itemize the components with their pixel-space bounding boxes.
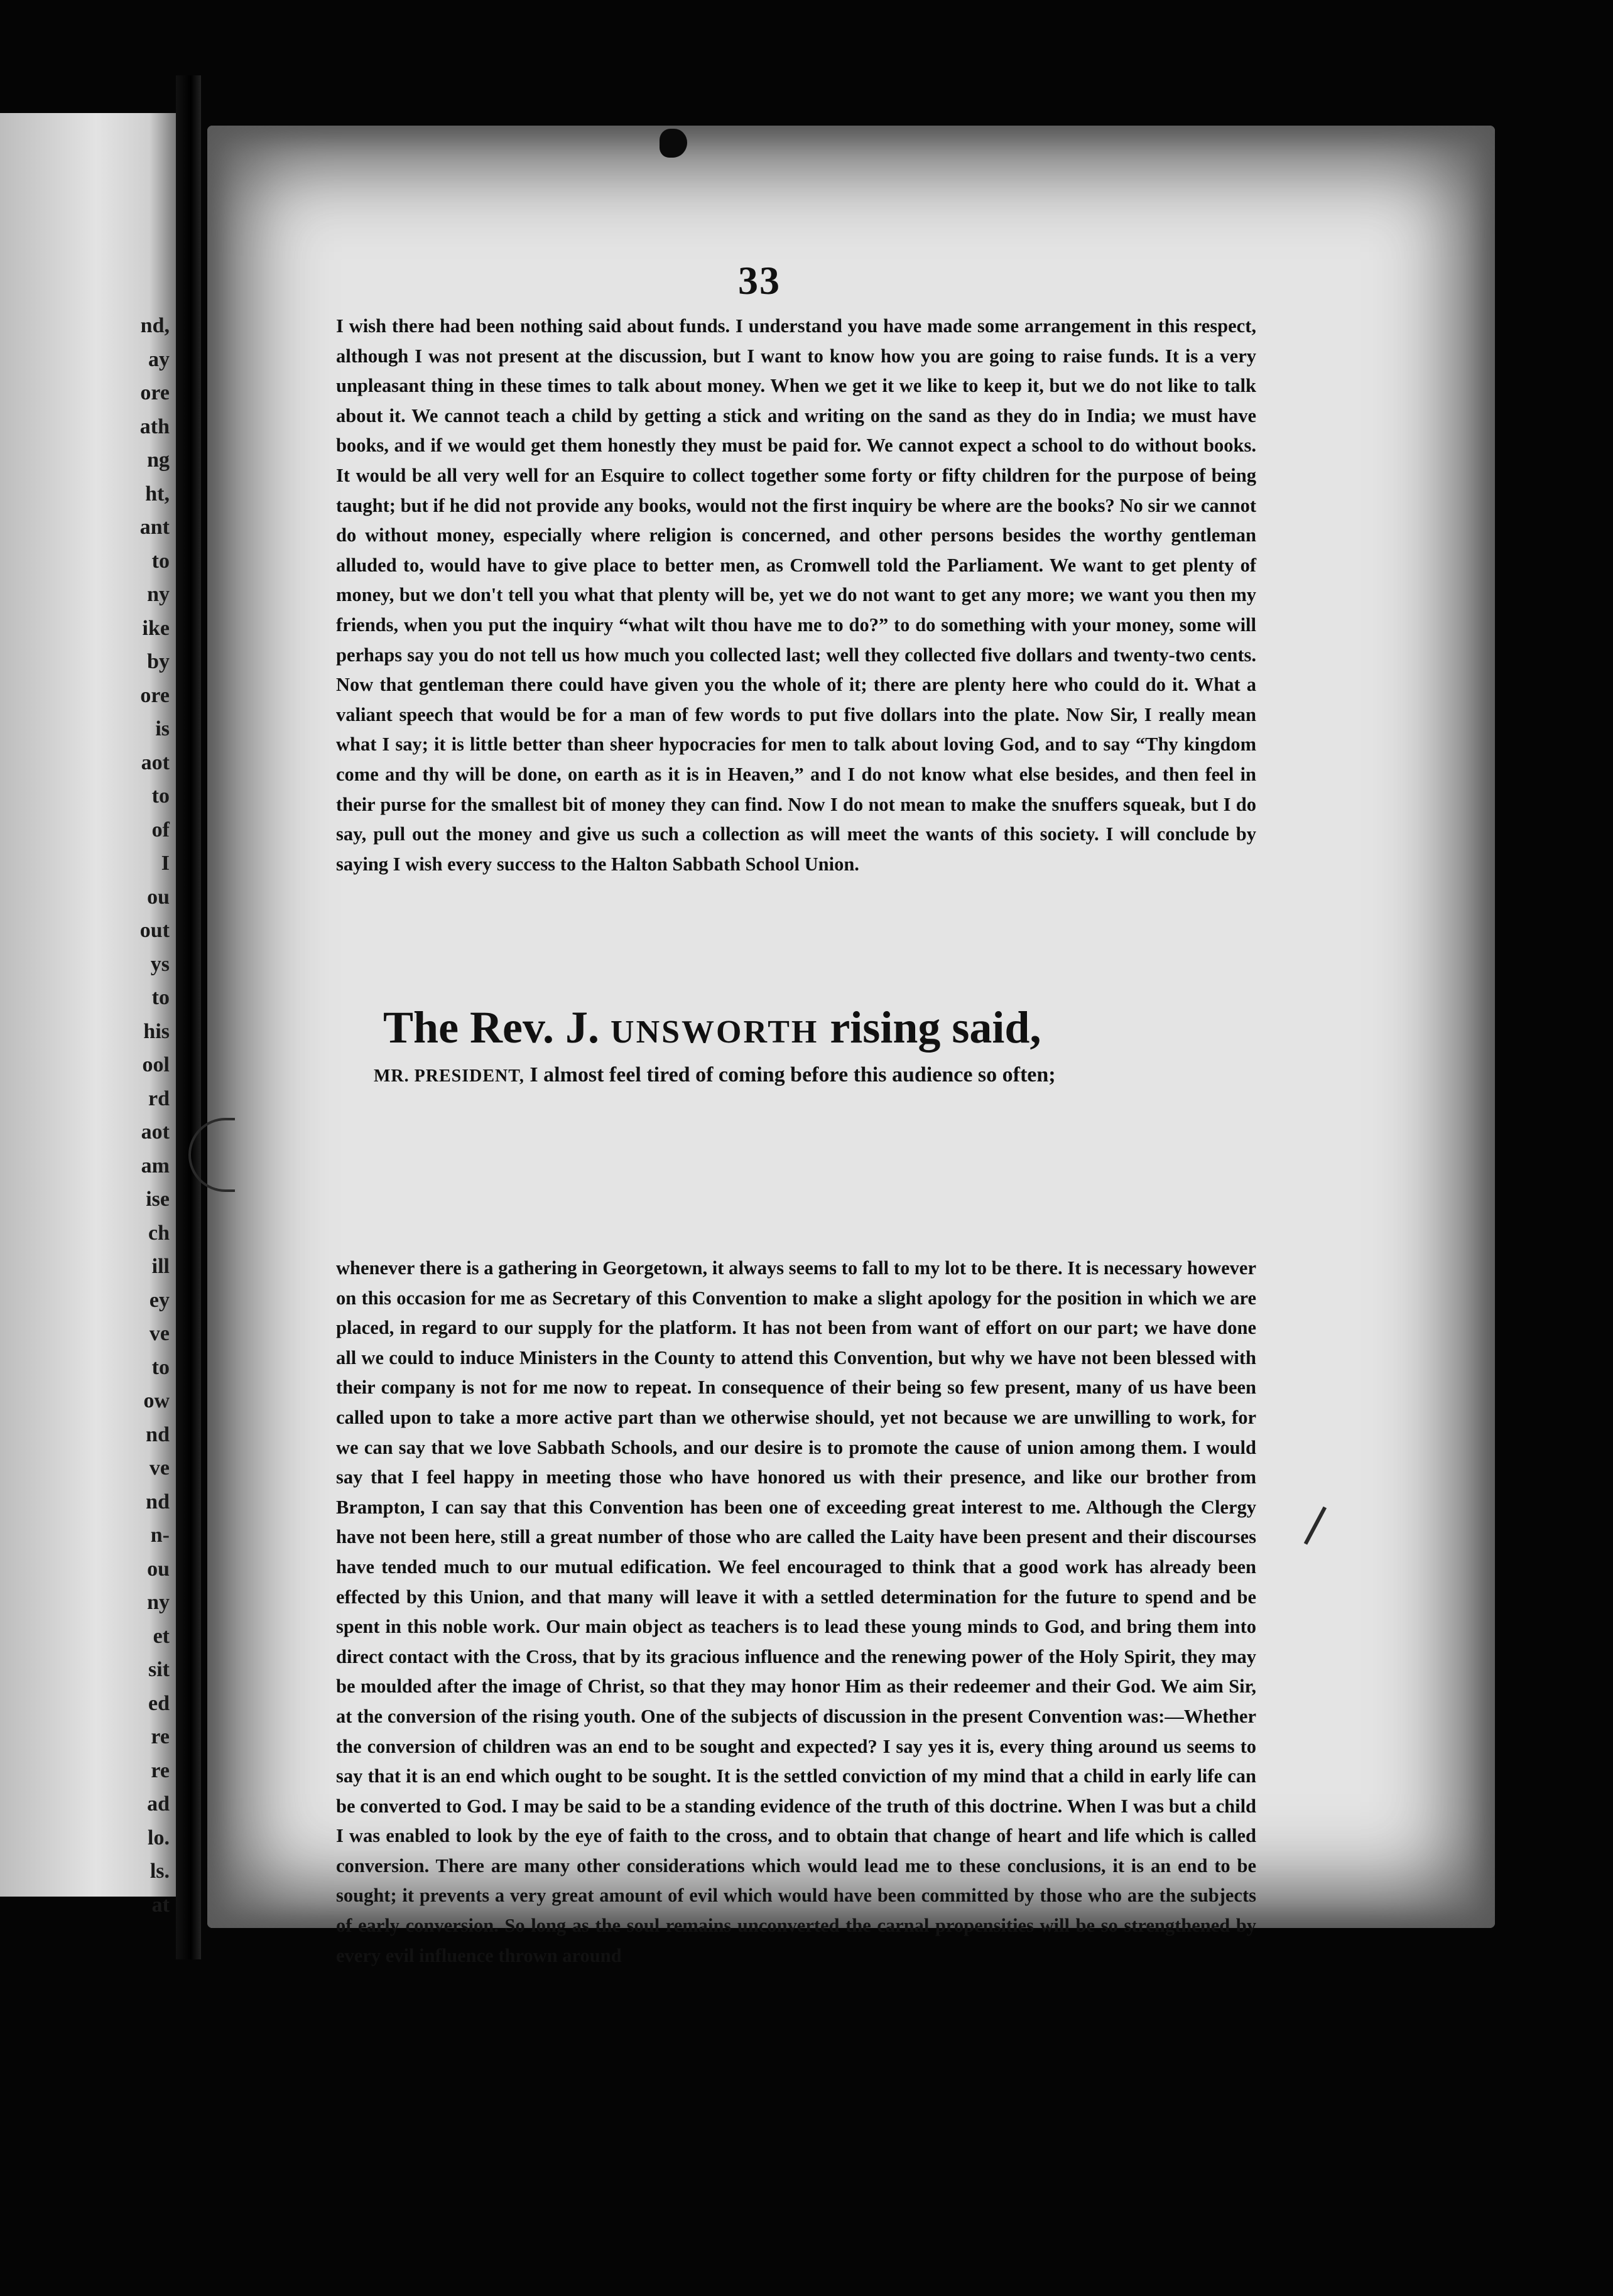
facing-page-fragment: by [147, 650, 170, 673]
facing-page-fragment: of [151, 818, 170, 842]
facing-page-fragment: lo. [148, 1826, 170, 1849]
speaker-heading [383, 1002, 1041, 1054]
facing-page-fragment: re [151, 1758, 170, 1782]
facing-page-fragment: his [143, 1019, 170, 1043]
facing-page-fragment: ant [139, 516, 170, 539]
facing-page-fragment: sit [148, 1658, 170, 1681]
facing-page-fragment: ill [151, 1255, 170, 1278]
facing-page-fragment: out [139, 919, 170, 942]
facing-page-fragment: aot [141, 750, 170, 774]
paragraph-unsworth: whenever there is a gathering in Georgetown, it always seems to fall to my lot to be there. It is necessary however on this occasion for me as Secretary of this Convention to make a slight apology for the position in which we are placed, in regard to our supply for the platform. It has not been from want of effort on our part; we have done all we could to induce Ministers in the County to attend this Convention, but why we have not been blessed with their company is not for me now to repeat. In consequence of their being so few present, many of us have been called upon to take a more active part than we otherwise should, yet not because we are unwilling to work, for we can say that we love Sabbath Schools, and our desire is to promote the cause of union among them. I would say that I feel happy in meeting those who have honored us with their presence, and like our brother from Brampton, I can say that this Convention has been one of exceeding great interest to me. Although the Clergy have not been here, still a great number of those who are called the Laity have been present and their discourses have tended much to our mutual edification. We feel encouraged to think that a good work has already been effected by this Union, and that many will leave it with a settled determination for the future to spend and be spent in this noble work. Our main object as teachers is to lead these young minds to God, and bring them into direct contact with the Cross, that by its gracious influence and the renewing power of the Holy Spirit, they may be moulded after the image of Christ, so that they may honor Him as their redeemer and their God. We aim Sir, at the conversion of the rising youth. One of the subjects of discussion in the present Convention was:—Whether the conversion of children was an end to be sought and expected? I say yes it is, every thing around us seems to say that it is an end which ought to be sought. It is the settled conviction of my mind that a child in early life can be converted to God. I may be said to be a standing evidence of the truth of this doctrine. When I was but a child I was enabled to look by the eye of faith to the cross, and to obtain that change of heart and life which is called conversion. There are many other considerations which would lead me to these conclusions, it is an end to be sought; it prevents a very great amount of evil which would have been committed by those who are the subjects of early conversion. So long as the soul remains unconverted the carnal propensities will be so strengthened by every evil influence thrown around [336, 1257, 1256, 1966]
facing-page-fragment: ore [140, 381, 170, 404]
facing-page-fragment: ou [147, 1557, 170, 1581]
facing-page-fragment: ny [147, 1591, 170, 1614]
facing-page-fragment: ed [148, 1691, 170, 1715]
facing-page-fragment: ool [142, 1053, 170, 1076]
facing-page-fragment: to [151, 549, 170, 573]
facing-page-fragment: ey [149, 1288, 170, 1312]
facing-page-fragment: ch [148, 1221, 170, 1245]
facing-page-fragment: at [151, 1893, 170, 1917]
facing-page-fragment: I [161, 852, 170, 875]
facing-page-fragment: am [141, 1154, 170, 1178]
facing-page-fragment: ike [142, 616, 170, 640]
facing-page-fragment: ls. [149, 1860, 170, 1883]
facing-page-fragment: is [155, 717, 170, 740]
facing-page-fragment: ny [147, 583, 170, 606]
page-number: 33 [738, 258, 781, 303]
book-gutter [176, 75, 201, 1959]
speech-opening [374, 1061, 1259, 1090]
facing-page-fragment: ou [147, 885, 170, 909]
facing-page-fragment: to [151, 784, 170, 808]
facing-page-fragment: ath [139, 414, 170, 438]
facing-page-fragment: ys [150, 952, 170, 976]
facing-page-fragment: ve [149, 1456, 170, 1480]
facing-page-fragment: re [151, 1725, 170, 1748]
facing-page-fragment: to [151, 986, 170, 1009]
facing-page-fragment: ht, [145, 482, 170, 506]
facing-page-fragment: ise [146, 1188, 170, 1211]
facing-page-fragment: ng [147, 448, 170, 472]
facing-page-fragment: n- [150, 1524, 170, 1547]
opening-line: I almost feel tired of coming before this audience so often; [524, 1063, 1056, 1086]
facing-page-fragment: et [153, 1624, 170, 1648]
facing-page-fragment: ow [143, 1389, 170, 1412]
heading-suffix: rising said, [818, 1002, 1041, 1053]
facing-page-fragment: to [151, 1355, 170, 1379]
heading-name: UNSWORTH [611, 1014, 819, 1050]
facing-page-fragment: ore [140, 683, 170, 707]
facing-page-fragment: ad [147, 1792, 170, 1816]
facing-page-fragment: rd [148, 1086, 170, 1110]
facing-page-edge [0, 113, 176, 1917]
facing-page-fragment: ay [148, 347, 170, 371]
facing-page-fragment: nd [146, 1490, 170, 1514]
facing-page-fragment: aot [141, 1120, 170, 1144]
salutation: MR. PRESIDENT, [374, 1066, 524, 1086]
facing-page-fragment: nd [146, 1422, 170, 1446]
facing-page-fragment: nd, [140, 314, 170, 337]
facing-page-fragment: ve [149, 1322, 170, 1345]
heading-prefix: The Rev. J. [383, 1002, 611, 1053]
paragraph-funds: I wish there had been nothing said about funds. I understand you have made some arrangement in this respect, although I was not present at the discussion, but I want to know how you are going to raise funds. It is a very unpleasant thing in these times to talk about money. When we get it we like to keep it, but we do not like to talk about it. We cannot teach a child by getting a stick and writing on the sand as they do in India; we must have books, and if we would get them honestly they must be paid for. We cannot expect a school to do without books. It would be all very well for an Esquire to collect together some forty or fifty children for the purpose of being taught; but if he did not provide any books, would not the first inquiry be where are the books? No sir we cannot do without money, especially where religion is concerned, and other persons besides the worthy gentleman alluded to, would have to give place to better men, as Cromwell told the Parliament. We want to get plenty of money, but we don't tell you what that plenty will be, yet we do not want to get any more; we want you then my friends, when you put the inquiry “what wilt thou have me to do?” to do something with your money, some will perhaps say you do not tell us how much you collected last; well they collected five dollars and twenty-two cents. Now that gentleman there could have given you the whole of it; there are plenty here who could do it. What a valiant speech that would be for a man of few words to put five dollars into the plate. Now Sir, I really mean what I say; it is little better than sheer hypocracies for men to talk about loving God, and to say “Thy kingdom come and thy will be done, on earth as it is in Heaven,” and I do not know what else besides, and then feel in their purse for the smallest bit of money they can find. Now I do not mean to make the snuffers squeak, but I do say, pull out the money and give us such a collection as will meet the wants of this society. I will conclude by saying I wish every success to the Halton Sabbath School Union. [336, 315, 1256, 875]
